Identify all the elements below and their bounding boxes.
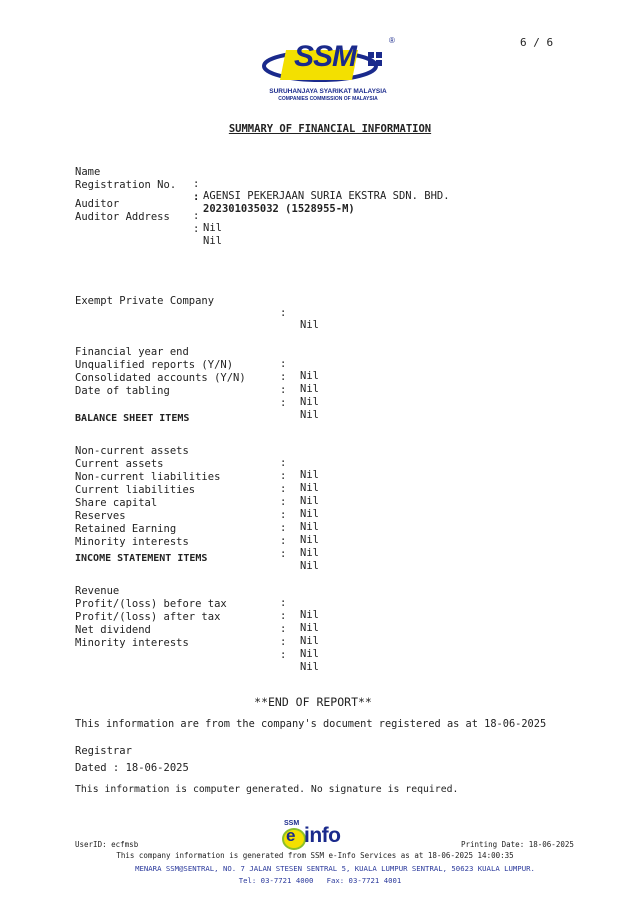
income-value: Nil <box>300 609 319 621</box>
auditor-address-row <box>75 199 222 247</box>
balance-sep: : <box>280 509 287 521</box>
computer-generated-note: This information is computer generated. No signature is required. <box>75 784 459 795</box>
financial-sep: : <box>280 371 287 383</box>
income-value: Nil <box>300 635 319 647</box>
balance-value: Nil <box>300 521 319 533</box>
income-value: Nil <box>300 622 319 634</box>
auditor-address-sep: : <box>193 223 200 235</box>
financial-value: Nil <box>300 383 319 395</box>
income-sep: : <box>280 623 287 635</box>
income-sep: : <box>280 649 287 661</box>
balance-sep: : <box>280 548 287 560</box>
balance-label: Current assets <box>75 458 164 470</box>
page-number: 6 / 6 <box>520 36 554 49</box>
auditor-sep: : <box>193 210 200 222</box>
balance-label: Current liabilities <box>75 484 196 496</box>
income-sep: : <box>280 610 287 622</box>
balance-label: Non-current liabilities <box>75 471 221 483</box>
exempt-value: Nil <box>300 319 319 331</box>
income-statement-heading: INCOME STATEMENT ITEMS <box>75 553 208 564</box>
auditor-address-label: Auditor Address <box>75 211 170 223</box>
exempt-sep: : <box>280 307 287 319</box>
balance-value: Nil <box>300 560 319 572</box>
balance-label: Minority interests <box>75 536 189 548</box>
income-sep: : <box>280 597 287 609</box>
ssm-logo <box>258 36 398 106</box>
balance-label: Non-current assets <box>75 445 189 457</box>
financial-sep: : <box>280 397 287 409</box>
financial-value: Nil <box>300 370 319 382</box>
income-value: Nil <box>300 648 319 660</box>
balance-sep: : <box>280 496 287 508</box>
balance-sep: : <box>280 535 287 547</box>
balance-value: Nil <box>300 547 319 559</box>
company-name-label: Name <box>75 166 101 178</box>
registrar: Registrar <box>75 745 132 757</box>
logo-line2: COMPANIES COMMISSION OF MALAYSIA <box>278 96 378 102</box>
dated: Dated : 18-06-2025 <box>75 762 189 774</box>
financial-label: Financial year end <box>75 346 189 358</box>
generated-line: This company information is generated from SSM e-Info Services as at 18-06-2025 14:00:35 <box>116 851 514 860</box>
info-line: This information are from the company's document registered as at 18-06-2025 <box>75 718 547 730</box>
page-title: SUMMARY OF FINANCIAL INFORMATION <box>228 123 432 135</box>
einfo-logo-ssm: SSM <box>284 820 300 827</box>
auditor-value: Nil <box>203 222 222 234</box>
financial-label: Unqualified reports (Y/N) <box>75 359 234 371</box>
income-label: Net dividend <box>75 624 151 636</box>
balance-value: Nil <box>300 495 319 507</box>
financial-sep: : <box>280 384 287 396</box>
footer-address: MENARA SSM@SENTRAL, NO. 7 JALAN STESEN SENTRAL 5, KUALA LUMPUR SENTRAL, 50623 KUALA LUMPUR. <box>135 864 535 873</box>
balance-value: Nil <box>300 534 319 546</box>
end-of-report: **END OF REPORT** <box>254 695 372 709</box>
registration-value: 202301035032 (1528955-M) <box>203 203 355 215</box>
balance-value: Nil <box>300 508 319 520</box>
footer-contact: Tel: 03-7721 4000 Fax: 03-7721 4001 <box>238 876 402 885</box>
einfo-logo <box>280 820 360 848</box>
exempt-row <box>75 283 319 331</box>
financial-label: Date of tabling <box>75 385 170 397</box>
registration-sep: : <box>193 191 200 203</box>
financial-sep: : <box>280 358 287 370</box>
financial-value: Nil <box>300 396 319 408</box>
einfo-logo-info: info <box>304 824 341 847</box>
financial-label: Consolidated accounts (Y/N) <box>75 372 246 384</box>
balance-sheet-heading: BALANCE SHEET ITEMS <box>75 413 190 424</box>
balance-label: Reserves <box>75 510 126 522</box>
balance-sep: : <box>280 457 287 469</box>
user-id: UserID: ecfmsb <box>75 840 139 849</box>
einfo-logo-e: e <box>286 826 296 845</box>
income-label: Profit/(loss) after tax <box>75 611 221 623</box>
balance-value: Nil <box>300 469 319 481</box>
company-name-value: AGENSI PEKERJAAN SURIA EKSTRA SDN. BHD. <box>203 190 450 202</box>
balance-label: Retained Earning <box>75 523 177 535</box>
exempt-label: Exempt Private Company <box>75 295 215 307</box>
income-sep: : <box>280 636 287 648</box>
balance-sep: : <box>280 470 287 482</box>
balance-sep: : <box>280 522 287 534</box>
financial-value: Nil <box>300 409 319 421</box>
auditor-address-value: Nil <box>203 235 222 247</box>
income-value: Nil <box>300 661 319 673</box>
auditor-label: Auditor <box>75 198 120 210</box>
income-label: Revenue <box>75 585 120 597</box>
income-label: Minority interests <box>75 637 189 649</box>
ssm-logo-brand: SSM <box>293 40 356 73</box>
logo-line1: SURUHANJAYA SYARIKAT MALAYSIA <box>269 88 387 95</box>
company-name-sep: : <box>193 178 200 190</box>
balance-value: Nil <box>300 482 319 494</box>
registered-mark: ® <box>389 36 395 45</box>
balance-label: Share capital <box>75 497 158 509</box>
registration-label: Registration No. <box>75 179 177 191</box>
income-label: Profit/(loss) before tax <box>75 598 227 610</box>
balance-sep: : <box>280 483 287 495</box>
printing-date: Printing Date: 18-06-2025 <box>461 840 574 849</box>
